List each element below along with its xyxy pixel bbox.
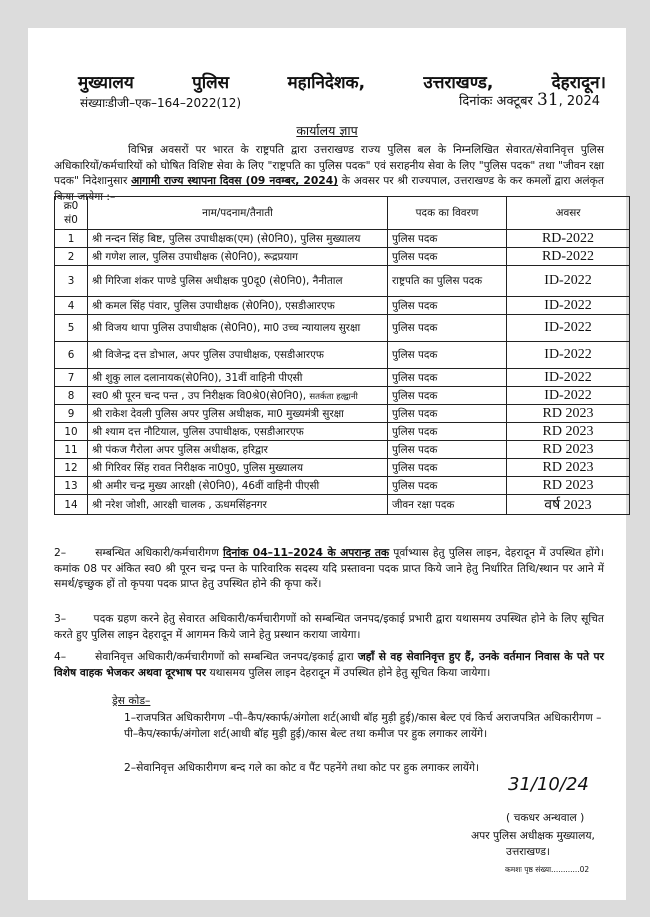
table-row: 10 श्री श्याम दत्त नौटियाल, पुलिस उपाधीक्षक, एसडीआरएफ पुलिस पदक RD 2023 <box>55 423 630 441</box>
awards-table <box>54 196 630 515</box>
handwritten-signature: 31/10/24 <box>508 774 589 795</box>
header-award: पदक का विवरण <box>388 197 507 230</box>
paragraph-4: 4– सेवानिवृत्त अधिकारी/कर्मचारीगणों को सम्बन्धित जनपद/इकाई द्वारा जहाँ से वह सेवानिवृत्त हुए हैं, उनके वर्तमान निवास के पते पर विशेष वाहक भेजकर अथवा दूरभाष पर यथासमय पुलिस लाइन देहरादून में उपस्थित होने हेतु सूचित किया जायेगा। <box>54 650 604 679</box>
signatory-name: ( चकधर अन्थवाल ) <box>506 811 585 824</box>
letterhead-word: मुख्यालय <box>78 73 134 93</box>
table-row: 7 श्री शुकु लाल दलानायक(से0नि0), 31वीं वाहिनी पीएसी पुलिस पदक ID-2022 <box>55 369 630 387</box>
letterhead-word: उत्तराखण्ड, <box>423 73 494 93</box>
letterhead-word: देहरादून। <box>551 73 606 93</box>
document-page <box>28 28 626 900</box>
memo-title: कार्यालय ज्ञाप <box>296 123 358 138</box>
table-row: 9 श्री राकेश देवली पुलिस अपर पुलिस अधीक्षक, मा0 मुख्यमंत्री सुरक्षा पुलिस पदक RD 2023 <box>55 405 630 423</box>
table-row: 12 श्री गिरिवर सिंह रावत निरीक्षक ना0पु0, पुलिस मुख्यालय पुलिस पदक RD 2023 <box>55 459 630 477</box>
table-header-row <box>55 197 630 230</box>
table-row: 5 श्री विजय थापा पुलिस उपाधीक्षक (से0नि0), मा0 उच्च न्यायालय सुरक्षा पुलिस पदक ID-2022 <box>55 315 630 342</box>
table-row: 8 स्व0 श्री पूरन चन्द पन्त , उप निरीक्षक वि0श्रे0(से0नि0), सतर्कता हल्द्वानी पुलिस पदक ID-2022 <box>55 387 630 405</box>
foundation-day-highlight: आगामी राज्य स्थापना दिवस (09 नवम्बर, 2024) <box>131 174 339 188</box>
table-row: 14 श्री नरेश जोशी, आरक्षी चालक , ऊधमसिंहनगर जीवन रक्षा पदक वर्ष 2023 <box>55 495 630 515</box>
page-continuation: कमशः पृष्ठ संख्या............02 <box>505 865 590 874</box>
date-day: 31 <box>537 90 559 110</box>
table-row: 2 श्री गणेश लाल, पुलिस उपाधीक्षक (से0नि0), रूद्रप्रयाग पुलिस पदक RD-2022 <box>55 248 630 266</box>
dress-code-item-1: 1–राजपत्रित अधिकारीगण –पी–कैप/स्कार्फ/अंगोला शर्ट(आधी बॉह मुड़ी हुई)/कास बेल्ट एवं किर्च अराजपत्रित अधिकारीगण –पी–कैप/स्कार्फ/अंगोला शर्ट(आधी बॉह मुड़ी हुई)/कास बेल्ट तथा कमीज पर हुक लगाकर लायेंगे। <box>124 711 602 740</box>
letterhead-word: पुलिस <box>192 73 230 93</box>
signatory-state: उत्तराखण्ड। <box>506 845 550 858</box>
letterhead-word: महानिदेशक, <box>287 73 366 93</box>
letter-date <box>459 90 600 110</box>
table-row: 6 श्री विजेन्द्र दत्त डोभाल, अपर पुलिस उपाधीक्षक, एसडीआरएफ पुलिस पदक ID-2022 <box>55 342 630 369</box>
reference-number: संख्याःडीजी–एक–164–2022(12) <box>80 96 242 110</box>
table-row: 13 श्री अमीर चन्द्र मुख्य आरक्षी (से0नि0), 46वीं वाहिनी पीएसी पुलिस पदक RD 2023 <box>55 477 630 495</box>
dress-code-title: ड्रेस कोड– <box>112 694 151 707</box>
header-sno: क्र0 सं0 <box>55 197 88 230</box>
date-prefix: दिनांकः अक्टूबर <box>458 94 533 109</box>
table-row: 3 श्री गिरिजा शंकर पाण्डे पुलिस अधीक्षक पु0दू0 (से0नि0), नैनीताल राष्ट्रपति का पुलिस पदक ID-2022 <box>55 266 630 297</box>
paragraph-2: 2– सम्बन्धित अधिकारी/कर्मचारीगण दिनांक 04–11–2024 के अपरान्ह तक पूर्वाभ्यास हेतु पुलिस लाइन, देहरादून में उपस्थित होंगे। कमांक 08 पर अंकित स्व0 श्री पूरन चन्द्र पन्त के पारिवारिक सदस्य यदि प्रस्तावना पदक प्राप्त किये जाने हेतु निर्धारित तिथि/स्थान पर आने में समर्थ/इच्छुक हों तो कृपया पदक प्राप्त हेतु उपस्थित होने की कृपा करें। <box>54 546 604 591</box>
table-row: 4 श्री कमल सिंह पंवार, पुलिस उपाधीक्षक (से0नि0), एसडीआरएफ पुलिस पदक ID-2022 <box>55 297 630 315</box>
header-occasion: अवसर <box>507 197 630 230</box>
date-year: , 2024 <box>558 94 600 109</box>
intro-paragraph: विभिन्न अवसरों पर भारत के राष्ट्रपति द्वारा उत्तराखण्ड राज्य पुलिस बल के निम्नलिखित सेवारत/सेवानिवृत्त पुलिस अधिकारियों/कर्मचारियों को घोषित विशिष्ट सेवा के लिए "राष्ट्रपति का पुलिस पदक" एवं सराहनीय सेवा के लिए "पुलिस पदक" तथा "जीवन रक्षा पदक" निदेशानुसार आगामी राज्य स्थापना दिवस (09 नवम्बर, 2024) के अवसर पर श्री राज्यपाल, उत्तराखण्ड के कर कमलों द्वारा अलंकृत किया जायेगा :– <box>54 143 604 203</box>
dress-code-item-2: 2–सेवानिवृत्त अधिकारीगण बन्द गले का कोट व पैंट पहनेंगे तथा कोट पर हुक लगाकर लायेंगे। <box>124 761 480 774</box>
table-row: 11 श्री पंकज गैरोला अपर पुलिस अधीक्षक, हरिद्वार पुलिस पदक RD 2023 <box>55 441 630 459</box>
header-name: नाम/पदनाम/तैनाती <box>88 197 388 230</box>
rehearsal-date-highlight: दिनांक 04–11–2024 के अपरान्ह तक <box>222 546 390 559</box>
table-row: 1 श्री नन्दन सिंह बिष्ट, पुलिस उपाधीक्षक(एम) (से0नि0), पुलिस मुख्यालय पुलिस पदक RD-2022 <box>55 230 630 248</box>
paragraph-3: 3– पदक ग्रहण करने हेतु सेवारत अधिकारी/कर्मचारीगणों को सम्बन्धित जनपद/इकाई प्रभारी द्वारा यथासमय उपस्थित होने के लिए सूचित करते हुए पुलिस लाइन देहरादून में आगमन किये जाने हेतु प्रस्थान कराया जायेगा। <box>54 612 605 641</box>
retired-notice-highlight: जहाँ से वह सेवानिवृत्त हुए हैं, उनके वर्तमान निवास के पते पर विशेष वाहक भेजकर अथवा दूरभाष पर <box>54 650 604 679</box>
signatory-designation: अपर पुलिस अधीक्षक मुख्यालय, <box>471 829 595 842</box>
